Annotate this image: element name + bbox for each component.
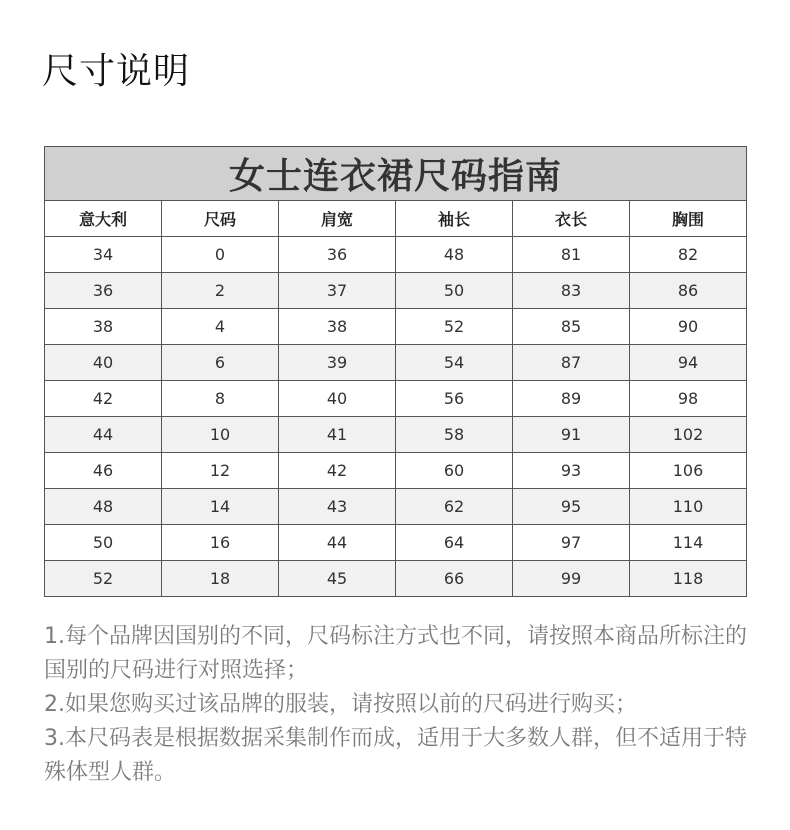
cell-size: 16 <box>162 525 279 561</box>
cell-size: 10 <box>162 417 279 453</box>
cell-bust: 110 <box>630 489 747 525</box>
table-title-row <box>45 147 747 201</box>
cell-shoulder-width: 39 <box>279 345 396 381</box>
cell-sleeve-length: 58 <box>396 417 513 453</box>
cell-shoulder-width: 41 <box>279 417 396 453</box>
cell-shoulder-width: 42 <box>279 453 396 489</box>
cell-garment-length: 81 <box>513 237 630 273</box>
cell-italy-size: 34 <box>45 237 162 273</box>
cell-shoulder-width: 45 <box>279 561 396 597</box>
header-size: 尺码 <box>162 201 279 237</box>
note-item: 2.如果您购买过该品牌的服装，请按照以前的尺码进行购买； <box>44 692 637 717</box>
cell-bust: 98 <box>630 381 747 417</box>
cell-bust: 106 <box>630 453 747 489</box>
cell-shoulder-width: 37 <box>279 273 396 309</box>
note-item: 3.本尺码表是根据数据采集制作而成，适用于大多数人群，但不适用于特殊体型人群。 <box>44 726 747 785</box>
cell-garment-length: 93 <box>513 453 630 489</box>
table-row <box>45 237 747 273</box>
cell-sleeve-length: 66 <box>396 561 513 597</box>
cell-size: 6 <box>162 345 279 381</box>
table-row <box>45 525 747 561</box>
cell-shoulder-width: 44 <box>279 525 396 561</box>
header-sleeve-length: 袖长 <box>396 201 513 237</box>
header-italy-size: 意大利 <box>45 201 162 237</box>
cell-garment-length: 97 <box>513 525 630 561</box>
cell-bust: 94 <box>630 345 747 381</box>
table-row <box>45 417 747 453</box>
size-chart-table <box>44 146 747 597</box>
table-row <box>45 381 747 417</box>
page-title: 尺寸说明 <box>42 51 191 92</box>
cell-sleeve-length: 62 <box>396 489 513 525</box>
cell-garment-length: 95 <box>513 489 630 525</box>
cell-garment-length: 89 <box>513 381 630 417</box>
cell-italy-size: 36 <box>45 273 162 309</box>
size-notes <box>44 620 754 790</box>
cell-bust: 118 <box>630 561 747 597</box>
cell-garment-length: 83 <box>513 273 630 309</box>
cell-sleeve-length: 56 <box>396 381 513 417</box>
cell-size: 12 <box>162 453 279 489</box>
cell-garment-length: 99 <box>513 561 630 597</box>
cell-garment-length: 85 <box>513 309 630 345</box>
cell-italy-size: 46 <box>45 453 162 489</box>
cell-sleeve-length: 48 <box>396 237 513 273</box>
cell-bust: 90 <box>630 309 747 345</box>
cell-bust: 86 <box>630 273 747 309</box>
cell-size: 4 <box>162 309 279 345</box>
cell-size: 8 <box>162 381 279 417</box>
cell-garment-length: 91 <box>513 417 630 453</box>
cell-bust: 102 <box>630 417 747 453</box>
cell-italy-size: 50 <box>45 525 162 561</box>
table-row <box>45 309 747 345</box>
cell-italy-size: 52 <box>45 561 162 597</box>
cell-size: 14 <box>162 489 279 525</box>
cell-shoulder-width: 43 <box>279 489 396 525</box>
table-title: 女士连衣裙尺码指南 <box>45 147 747 201</box>
table-row <box>45 345 747 381</box>
header-shoulder-width: 肩宽 <box>279 201 396 237</box>
cell-size: 2 <box>162 273 279 309</box>
cell-size: 18 <box>162 561 279 597</box>
cell-size: 0 <box>162 237 279 273</box>
table-row <box>45 561 747 597</box>
cell-italy-size: 40 <box>45 345 162 381</box>
cell-sleeve-length: 60 <box>396 453 513 489</box>
cell-sleeve-length: 52 <box>396 309 513 345</box>
note-item: 1.每个品牌因国别的不同，尺码标注方式也不同，请按照本商品所标注的国别的尺码进行对照选择； <box>44 624 747 683</box>
cell-shoulder-width: 36 <box>279 237 396 273</box>
cell-italy-size: 42 <box>45 381 162 417</box>
cell-bust: 114 <box>630 525 747 561</box>
cell-italy-size: 38 <box>45 309 162 345</box>
cell-sleeve-length: 54 <box>396 345 513 381</box>
table-row <box>45 453 747 489</box>
header-bust: 胸围 <box>630 201 747 237</box>
cell-italy-size: 44 <box>45 417 162 453</box>
table-row <box>45 273 747 309</box>
cell-shoulder-width: 38 <box>279 309 396 345</box>
header-garment-length: 衣长 <box>513 201 630 237</box>
cell-bust: 82 <box>630 237 747 273</box>
cell-italy-size: 48 <box>45 489 162 525</box>
table-header-row <box>45 201 747 237</box>
table-row <box>45 489 747 525</box>
cell-shoulder-width: 40 <box>279 381 396 417</box>
cell-garment-length: 87 <box>513 345 630 381</box>
cell-sleeve-length: 64 <box>396 525 513 561</box>
cell-sleeve-length: 50 <box>396 273 513 309</box>
